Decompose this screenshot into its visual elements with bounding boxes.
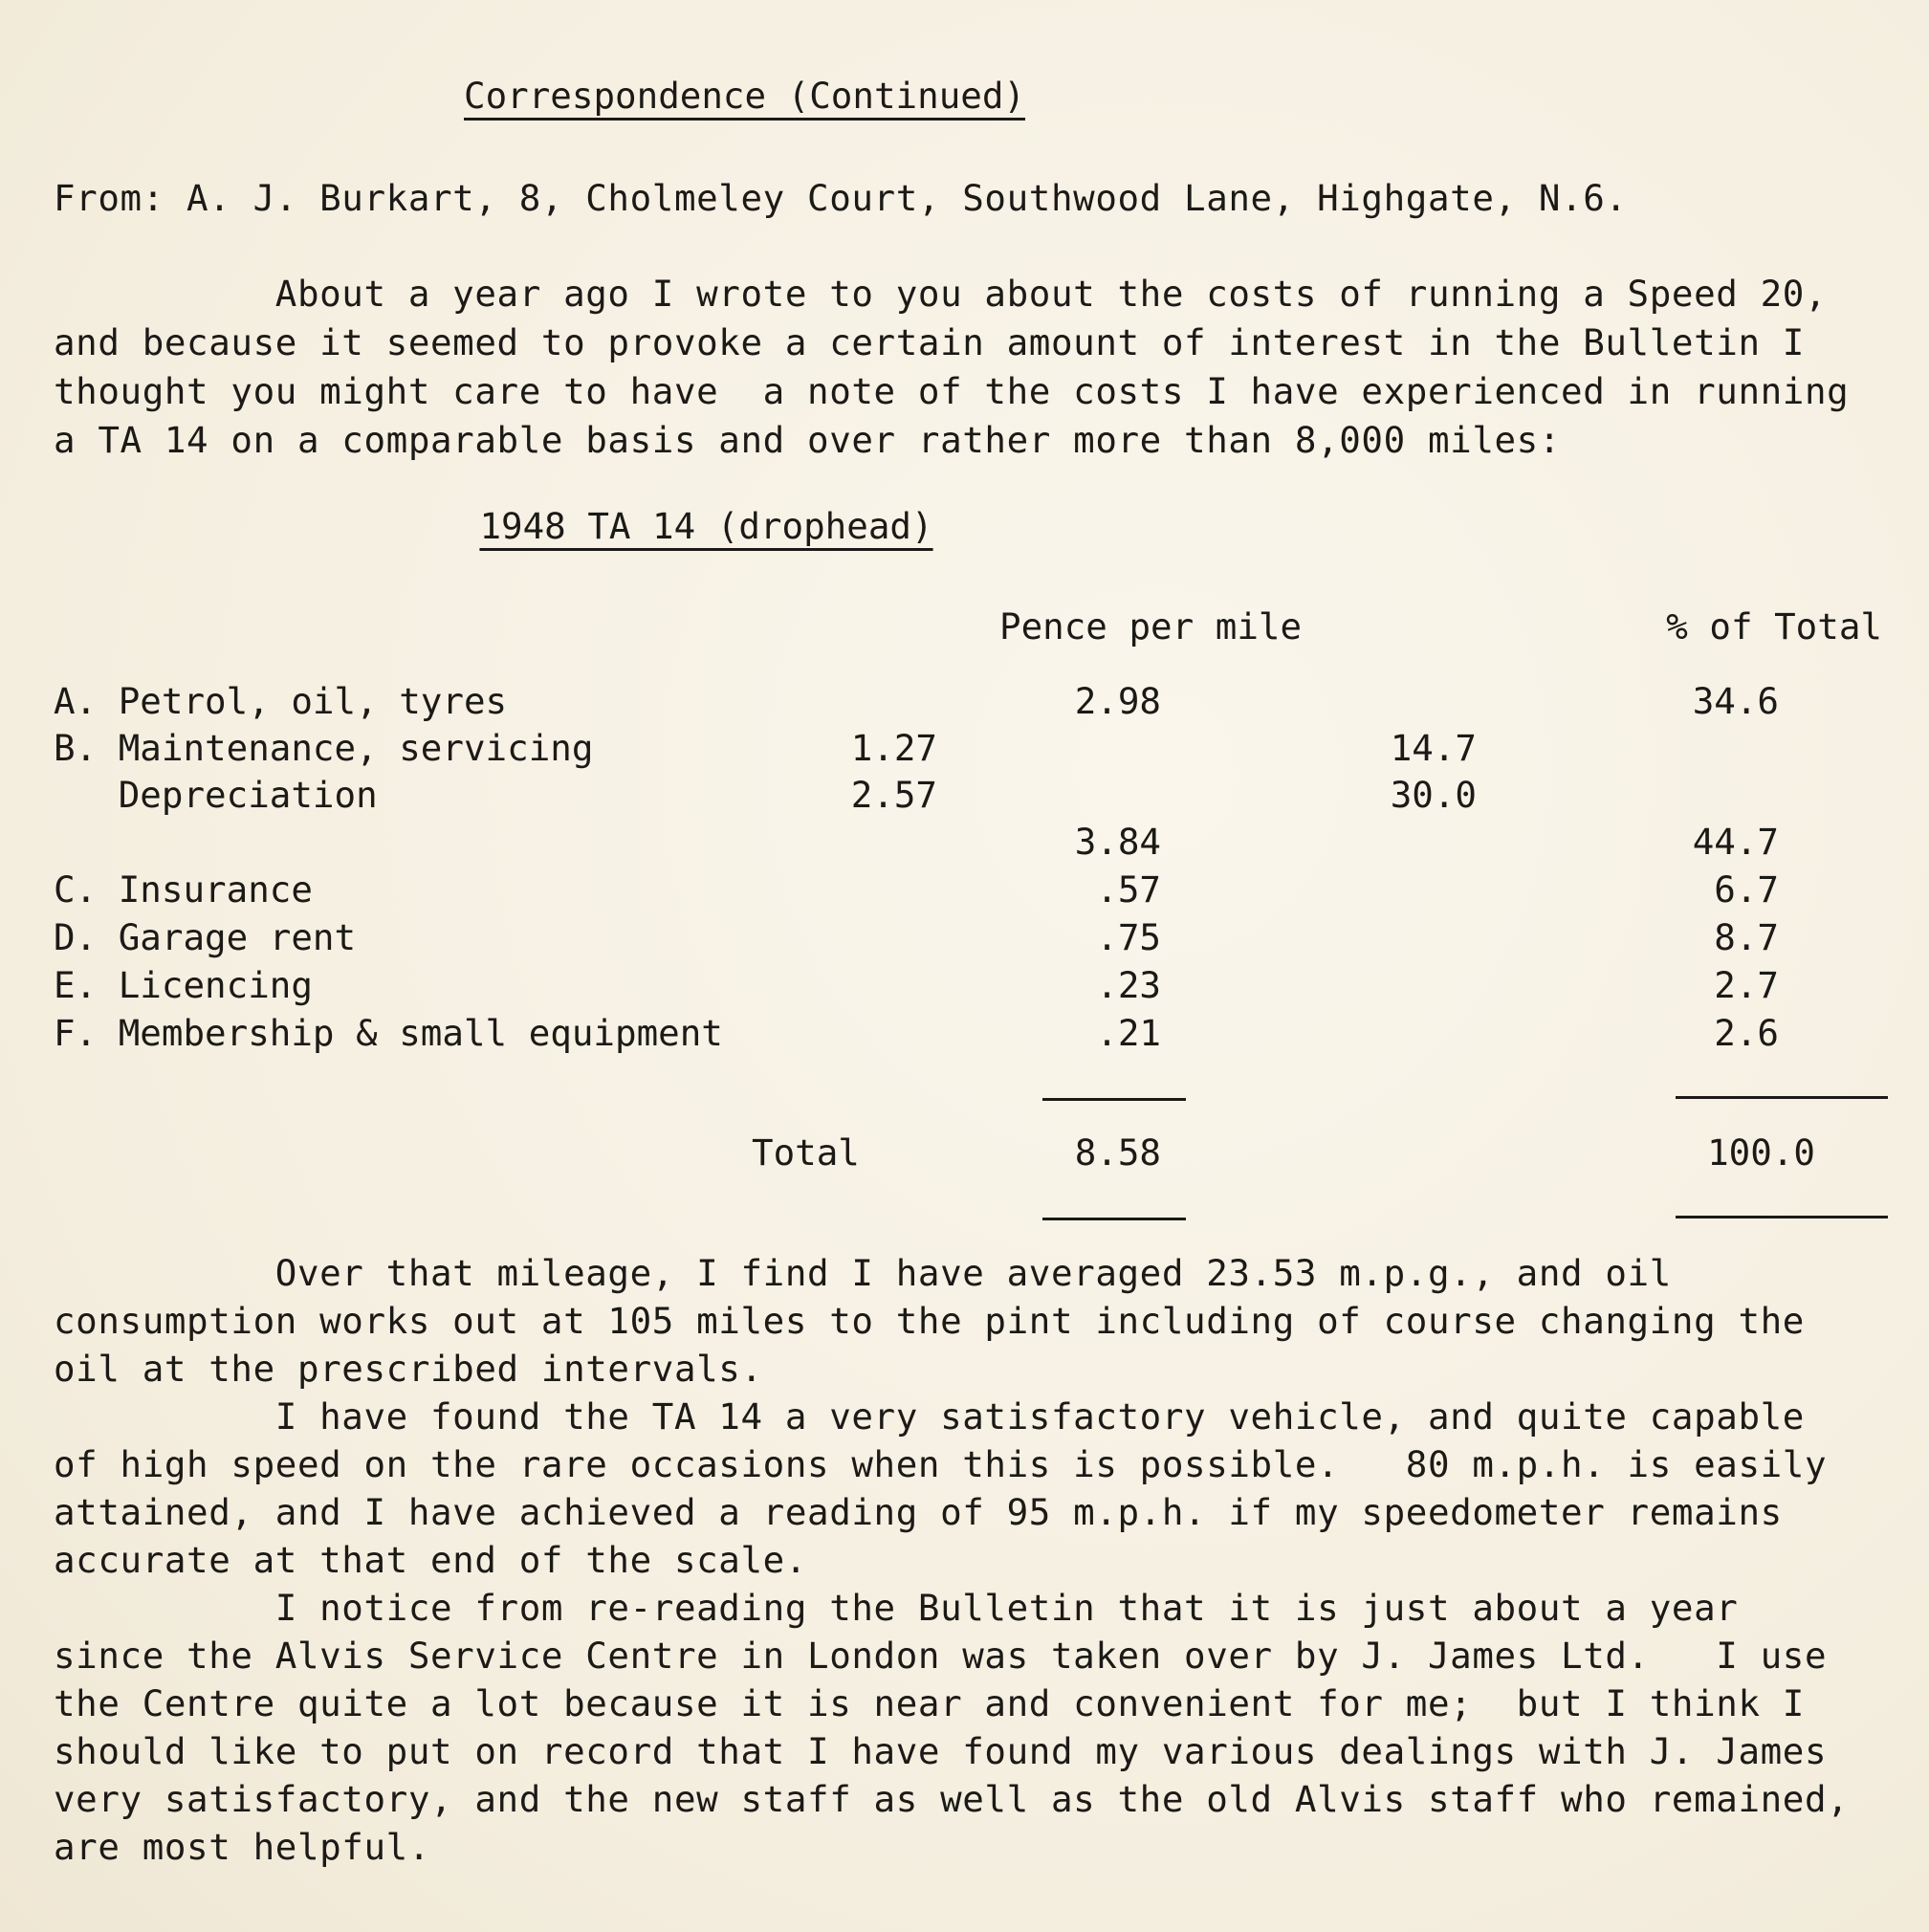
row-subtotal-pence: 1.27 [850, 727, 937, 769]
body-line: accurate at that end of the scale. [54, 1539, 808, 1581]
row-label: A. Petrol, oil, tyres [54, 680, 508, 722]
total-label: Total [752, 1131, 860, 1174]
table-rule [1042, 1218, 1186, 1220]
row-percent: 34.6 [1692, 680, 1779, 722]
body-line: are most helpful. [54, 1826, 431, 1868]
body-line: the Centre quite a lot because it is near and convenient for me; but I think I [54, 1682, 1805, 1724]
page-heading: Correspondence (Continued) [464, 75, 1025, 117]
row-percent: 8.7 [1714, 916, 1779, 958]
body-line: I notice from re-reading the Bulletin that it is just about a year [54, 1587, 1739, 1629]
body-line: consumption works out at 105 miles to the pint including of course changing the [54, 1300, 1805, 1342]
row-percent: 44.7 [1692, 821, 1779, 863]
body-line: should like to put on record that I have found my various dealings with J. James [54, 1730, 1828, 1772]
total-pence: 8.58 [1074, 1131, 1161, 1174]
row-pence: .23 [1096, 964, 1161, 1006]
row-pence: .57 [1096, 868, 1161, 911]
table-rule [1676, 1216, 1888, 1218]
row-pence: 2.98 [1074, 680, 1161, 722]
table-rule [1042, 1098, 1186, 1101]
row-label: C. Insurance [54, 868, 313, 911]
intro-line: a TA 14 on a comparable basis and over rather more than 8,000 miles: [54, 419, 1562, 461]
row-pence: .21 [1096, 1012, 1161, 1054]
body-line: attained, and I have achieved a reading of 95 m.p.h. if my speedometer remains [54, 1491, 1783, 1533]
table-rule [1676, 1096, 1888, 1099]
row-percent: 6.7 [1714, 868, 1779, 911]
body-line: of high speed on the rare occasions when this is possible. 80 m.p.h. is easily [54, 1443, 1828, 1485]
body-line: since the Alvis Service Centre in London was taken over by J. James Ltd. I use [54, 1635, 1828, 1677]
row-label: F. Membership & small equipment [54, 1012, 723, 1054]
row-pence: 3.84 [1074, 821, 1161, 863]
table-title: 1948 TA 14 (drophead) [479, 505, 933, 547]
row-pence: .75 [1096, 916, 1161, 958]
row-label: D. Garage rent [54, 916, 357, 958]
body-line: I have found the TA 14 a very satisfactory vehicle, and quite capable [54, 1395, 1805, 1438]
column-header-percent: % of Total [1666, 605, 1882, 648]
row-subtotal-percent: 14.7 [1390, 727, 1477, 769]
column-header-pence: Pence per mile [999, 605, 1303, 648]
intro-line: and because it seemed to provoke a certain amount of interest in the Bulletin I [54, 321, 1805, 363]
row-percent: 2.6 [1714, 1012, 1779, 1054]
row-label: B. Maintenance, servicing [54, 727, 594, 769]
row-label: Depreciation [54, 774, 378, 816]
from-line: From: A. J. Burkart, 8, Cholmeley Court, Southwood Lane, Highgate, N.6. [54, 177, 1628, 219]
body-line: very satisfactory, and the new staff as well as the old Alvis staff who remained, [54, 1778, 1850, 1820]
row-label: E. Licencing [54, 964, 313, 1006]
row-percent: 2.7 [1714, 964, 1779, 1006]
row-subtotal-percent: 30.0 [1390, 774, 1477, 816]
intro-line: About a year ago I wrote to you about the costs of running a Speed 20, [54, 273, 1828, 315]
intro-line: thought you might care to have a note of the costs I have experienced in running [54, 370, 1850, 412]
total-percent: 100.0 [1707, 1131, 1815, 1174]
body-line: Over that mileage, I find I have averaged 23.53 m.p.g., and oil [54, 1252, 1672, 1294]
body-line: oil at the prescribed intervals. [54, 1348, 763, 1390]
row-subtotal-pence: 2.57 [850, 774, 937, 816]
